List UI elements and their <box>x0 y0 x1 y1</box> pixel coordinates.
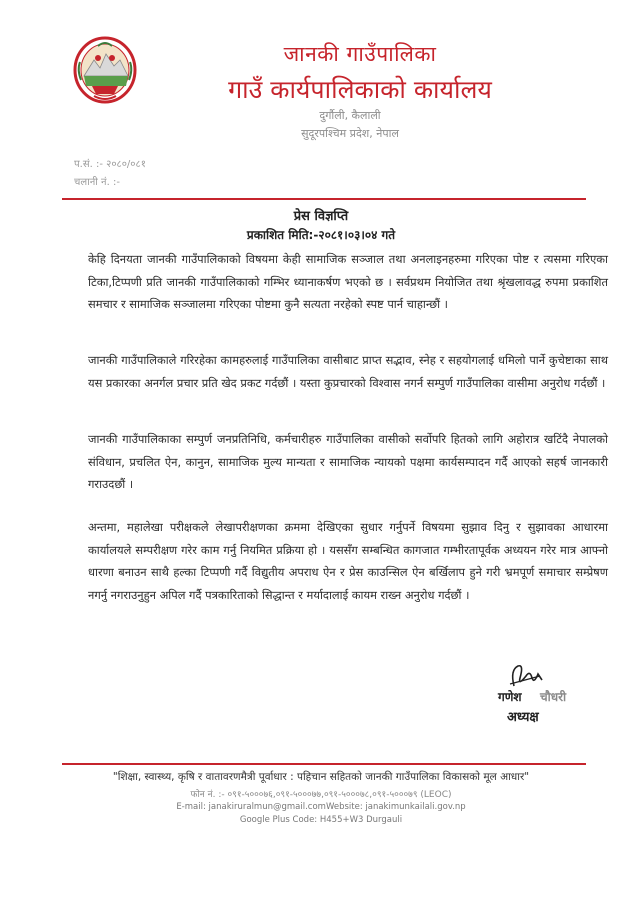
paragraph: जानकी गाउँपालिकाका सम्पुर्ण जनप्रतिनिधि, कर्मचारीहरु गाउँपालिका वासीको सर्वोपरि हितको लागि अहोरात्र खटिंदै नेपालको संविधान, प्रचलित ऐन, कानुन, सामाजिक मुल्य मान्यता र सामाजिक न्यायको पक्षमा कार्यसम्पादन गर्दै आएको सहर्ष जानकारी गराउदछौं । <box>88 432 608 491</box>
footer-contact: E-mail: janakiruralmun@gmail.comWebsite: janakimunkailali.gov.np <box>176 802 466 812</box>
footer-plus-code: Google Plus Code: H455+W3 Durgauli <box>239 815 403 825</box>
signer-surname: चौधरी <box>540 690 567 704</box>
dispatch-number: चलानी नं. :- <box>74 177 120 188</box>
footer-phone: फोन नं. :- ०९१-५०००७६,०९१-५०००७७,०९१-५०००७८,०९१-५०००७९ (LEOC) <box>190 790 452 800</box>
signer-title: अध्यक्ष <box>507 710 539 725</box>
notice-date: प्रकाशित मिति:-२०८१।०३।०४ गते <box>246 228 396 242</box>
office-province: सुदूरपश्चिम प्रदेश, नेपाल <box>301 127 399 140</box>
paragraph: जानकी गाउँपालिकाले गरिरहेका कामहरुलाई गाउँपालिका वासीबाट प्राप्त सद्भाव, स्नेह र सहयोगलाई धमिलो पार्ने कुचेष्टाका साथ यस प्रकारका अनर्गल प्रचार प्रति खेद प्रकट गर्दछौं । यस्ता कुप्रचारको विश्वास नगर्न सम्पुर्ण गाउँपालिका वासीमा अनुरोध गर्दछौं । <box>88 353 608 390</box>
footer-slogan: "शिक्षा, स्वास्थ्य, कृषि र वातावरणमैत्री पूर्वाधार : पहिचान सहितको जानकी गाउँपालिका विकासको मूल आधार" <box>112 771 530 783</box>
notice-title: प्रेस विज्ञप्ति <box>293 209 349 224</box>
office-location: दुर्गौली, कैलाली <box>319 109 381 122</box>
signer-name: गणेश <box>498 690 522 704</box>
fiscal-year: प.सं. :- २०८०/०८१ <box>74 159 146 170</box>
paragraph: अन्तमा, महालेखा परीक्षकले लेखापरीक्षणका क्रममा देखिएका सुधार गर्नुपर्ने विषयमा सुझाव दिनु र सुझावका आधारमा कार्यालयले सम्परीक्षण गरेर काम गर्नु नियमित प्रक्रिया हो । यससँग सम्बन्धित कागजात गम्भीरतापूर्वक अध्ययन गरेर मात्र आफ्नो धारणा बनाउन साथै हल्का टिप्पणी गर्दै विद्युतीय अपराध ऐन र प्रेस काउन्सिल ऐन बर्खिलाप हुने गरी भ्रमपूर्ण समाचार सम्प्रेषण नगर्नु नगराउनुहुन अपिल गर्दै पत्रकारिताको सिद्धान्त र मर्यादालाई कायम राख्न अनुरोध गर्दछौं । <box>88 520 608 602</box>
municipality-name: जानकी गाउँपालिका <box>283 42 437 66</box>
office-name: गाउँ कार्यपालिकाको कार्यालय <box>228 75 492 104</box>
nepal-emblem-icon <box>72 36 138 104</box>
paragraph: केहि दिनयता जानकी गाउँपालिकाको विषयमा केही सामाजिक सञ्जाल तथा अनलाइनहरुमा गरिएका पोष्ट र त्यसमा गरिएका टिका,टिप्पणी प्रति जानकी गाउँपालिकाको गम्भिर ध्यानाकर्षण भएको छ । सर्वप्रथम नियोजित तथा श्रृंखलावद्ध रुपमा प्रकाशित समचार र सामाजिक सञ्जालमा गरिएका पोष्टमा कुनै सत्यता नरहेको स्पष्ट पार्न चाहान्छौं । <box>88 252 608 311</box>
footer-divider <box>62 763 586 765</box>
header-divider <box>62 198 586 200</box>
